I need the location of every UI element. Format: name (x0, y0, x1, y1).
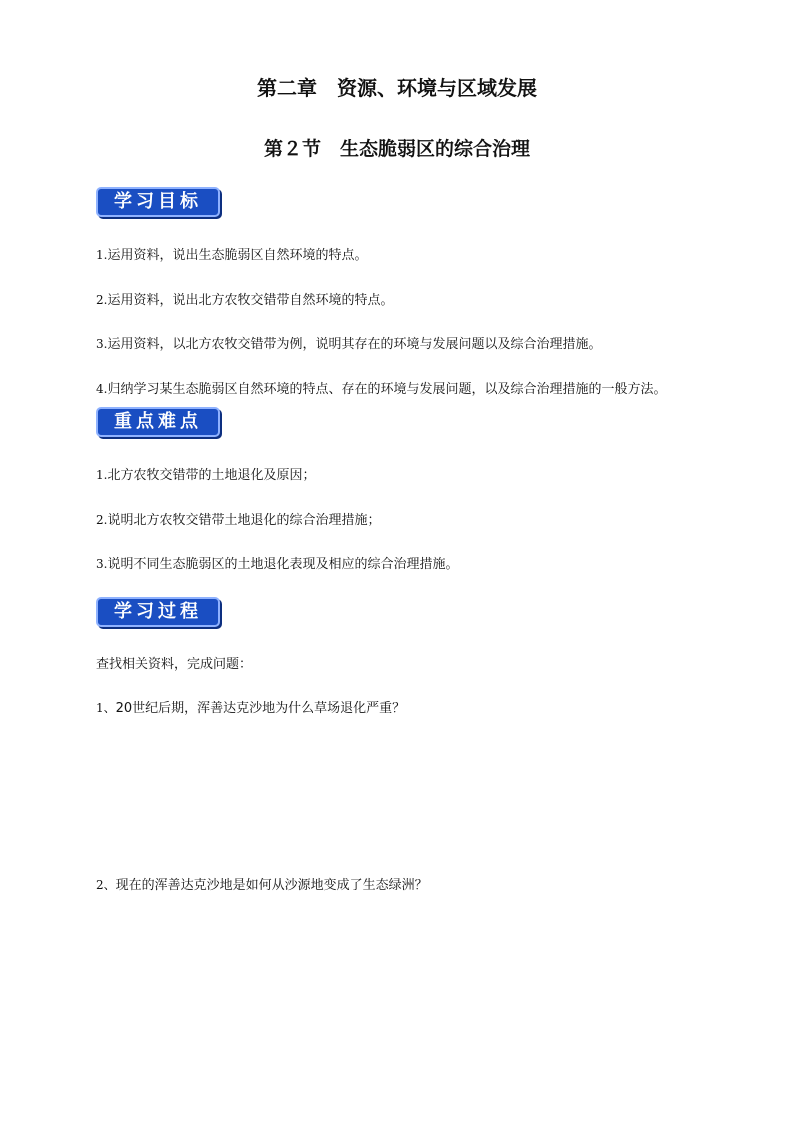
objective-item-4 (96, 378, 666, 397)
objective-num: 4. (96, 382, 108, 396)
key-point-num: 3. (96, 557, 108, 571)
question-item-2 (96, 874, 428, 893)
objective-item-1 (96, 244, 367, 263)
key-point-num: 1. (96, 468, 108, 482)
question-text: 20世纪后期，浑善达克沙地为什么草场退化严重？ (115, 701, 406, 716)
objective-text: 运用资料，以北方农牧交错带为例，说明其存在的环境与发展问题以及综合治理措施。 (107, 337, 602, 352)
key-points-badge: 重点难点 (96, 407, 220, 437)
objective-text: 运用资料，说出生态脆弱区自然环境的特点。 (107, 248, 368, 263)
objective-text: 归纳学习某生态脆弱区自然环境的特点、存在的环境与发展问题，以及综合治理措施的一般方法。 (107, 382, 667, 397)
section-title: 第２节 生态脆弱区的综合治理 (263, 138, 530, 160)
objective-item-3 (96, 333, 601, 352)
key-point-item-2 (96, 509, 380, 528)
question-num: 1、 (96, 701, 116, 715)
question-text: 现在的浑善达克沙地是如何从沙源地变成了生态绿洲？ (115, 878, 428, 893)
objective-item-2 (96, 289, 393, 308)
key-point-text: 北方农牧交错带的土地退化及原因； (107, 468, 316, 483)
key-point-text: 说明北方农牧交错带土地退化的综合治理措施； (107, 513, 381, 528)
question-num: 2、 (96, 878, 116, 892)
objective-num: 1. (96, 248, 108, 262)
objective-num: 2. (96, 293, 108, 307)
objective-num: 3. (96, 337, 108, 351)
objective-text: 运用资料，说出北方农牧交错带自然环境的特点。 (107, 293, 394, 308)
process-badge: 学习过程 (96, 597, 220, 627)
key-point-text: 说明不同生态脆弱区的土地退化表现及相应的综合治理措施。 (107, 557, 459, 572)
chapter-title: 第二章 资源、环境与区域发展 (257, 76, 537, 100)
key-point-item-3 (96, 553, 458, 572)
key-point-item-1 (96, 464, 315, 483)
objectives-badge: 学习目标 (96, 187, 220, 217)
question-item-1 (96, 697, 405, 716)
key-point-num: 2. (96, 513, 108, 527)
process-intro: 查找相关资料，完成问题： (96, 657, 253, 672)
